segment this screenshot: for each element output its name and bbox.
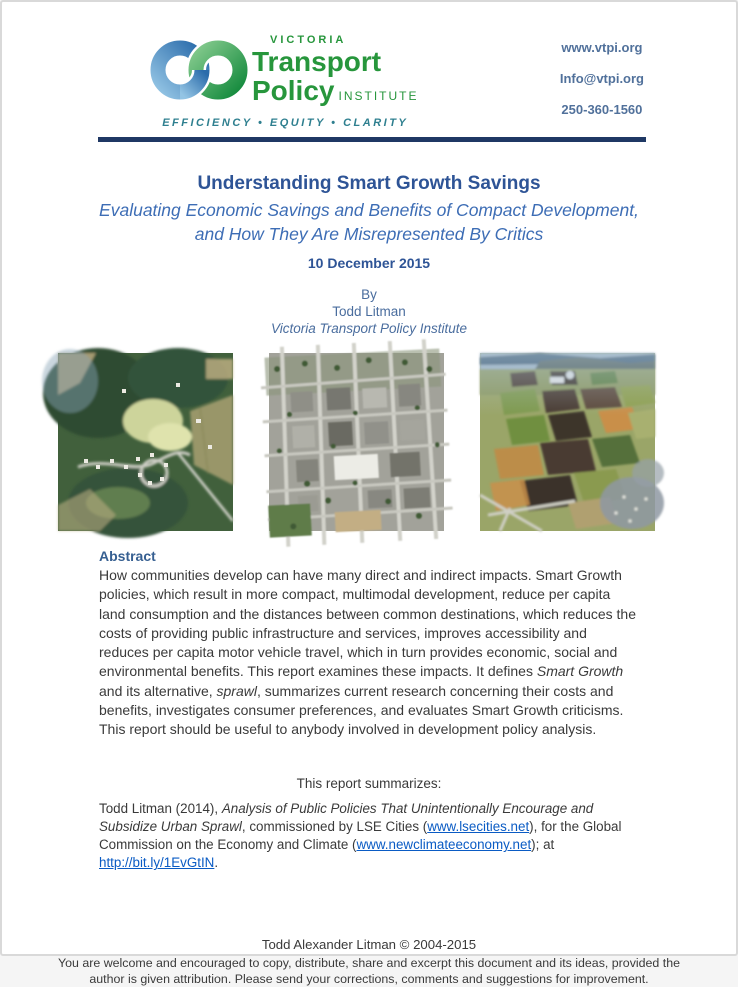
- abstract-section: [99, 548, 639, 740]
- citation-link[interactable]: http://bit.ly/1EvGtIN: [99, 855, 215, 871]
- subtitle-line-1: Evaluating Economic Savings and Benefits of Compact Development,: [99, 200, 639, 220]
- by-label: By: [361, 287, 377, 303]
- copyright-line: Todd Alexander Litman © 2004-2015: [261, 936, 477, 952]
- title-block: [2, 173, 736, 271]
- report-summarizes-label: This report summarizes:: [296, 775, 442, 791]
- author-organization: Victoria Transport Policy Institute: [270, 321, 468, 336]
- vtpi-rings-icon: [152, 30, 250, 110]
- footer: [2, 937, 736, 987]
- photo-rural-aerial: [58, 353, 233, 531]
- contact-phone: 250-360-1560: [561, 102, 643, 117]
- page-title: Understanding Smart Growth Savings: [197, 173, 541, 194]
- abstract-heading: Abstract: [99, 547, 156, 564]
- abstract-text: How communities develop can have many direct and indirect impacts. Smart Growth policies, which result in more compact, multimodal development, reduce per capita land consumption and the distances between common destinations, which reduces the costs of providing public infrastructure and services, improves accessibility and reduces per capita motor vehicle travel, which in turn provides economic, social and environmental benefits. This report examines these impacts. It defines Smart Growth and its alternative, sprawl, summarizes current research concerning their costs and benefits, investigates consumer preferences, and evaluates Smart Growth criticisms. This report should be useful to anybody involved in development policy analysis.: [99, 566, 636, 738]
- logo-tagline: EFFICIENCY • EQUITY • CLARITY: [162, 117, 409, 129]
- page-subtitle: [2, 199, 736, 246]
- citation-link[interactable]: www.newclimateeconomy.net: [356, 837, 532, 853]
- contact-website: www.vtpi.org: [561, 40, 643, 55]
- citation-link[interactable]: www.lsecities.net: [427, 818, 530, 834]
- photo-urban-aerial: [269, 353, 444, 531]
- contact-email: Info@vtpi.org: [559, 71, 644, 86]
- logo-transport-label: Transport: [252, 46, 382, 77]
- author-name: Todd Litman: [332, 304, 406, 320]
- logo-victoria-label: VICTORIA: [270, 34, 347, 46]
- header-divider: [98, 137, 646, 142]
- license-note: You are welcome and encouraged to copy, distribute, share and excerpt this document and its ideas, provided the author is given attribution. Please send your corrections, comments and suggestions for improvement.: [58, 955, 680, 986]
- citation-text: Todd Litman (2014), Analysis of Public Policies That Unintentionally Encourage and Subsidize Urban Sprawl, commissioned by LSE Cities (www.lsecities.net), for the Global Commission on the Economy and Climate (www.newclimateeconomy.net); at http://bit.ly/1EvGtIN.: [99, 800, 622, 871]
- byline-block: [2, 287, 736, 338]
- logo-institute-label: INSTITUTE: [338, 89, 419, 103]
- aerial-photos-row: [58, 353, 736, 531]
- photo-farmland-aerial: [480, 353, 655, 531]
- logo-policy-label: Policy: [252, 75, 335, 106]
- vtpi-logo: [152, 30, 418, 129]
- subtitle-line-2: and How They Are Misrepresented By Critics: [194, 223, 544, 244]
- contact-block: [560, 40, 644, 133]
- publication-date: 10 December 2015: [307, 255, 431, 272]
- header: [152, 30, 644, 133]
